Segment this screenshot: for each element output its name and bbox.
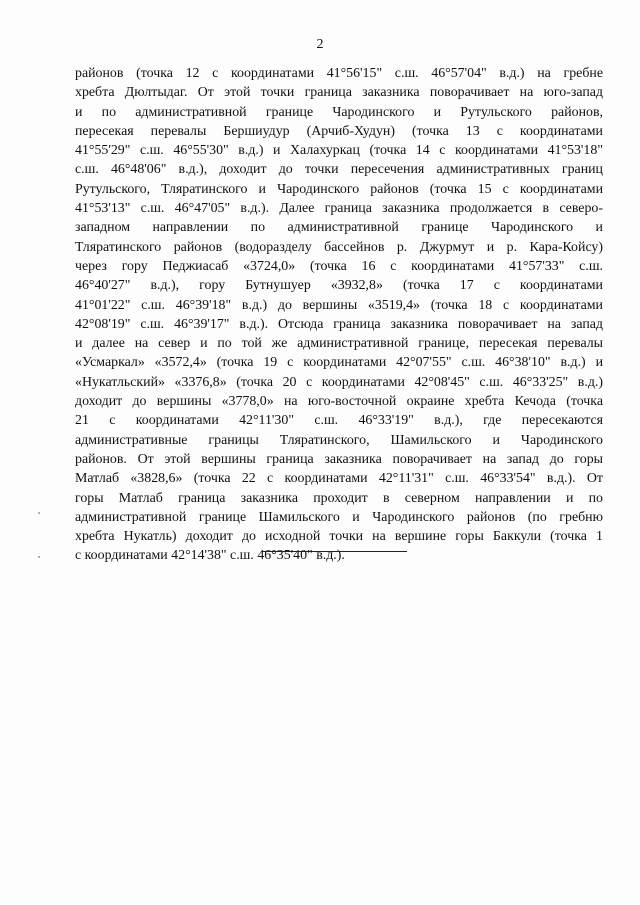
body-line: западном направлении по административной границе Чародинского и — [75, 220, 603, 236]
body-line: районов (точка 12 с координатами 41°56'15" с.ш. 46°57'04" в.д.) на гребне — [75, 66, 603, 81]
body-line: 41°01'22" с.ш. 46°39'18" в.д.) до вершины «3519,4» (точка 18 с координатами — [75, 297, 603, 313]
body-line: хребта Дюлтыдаг. От этой точки граница заказника поворачивает на юго-запад — [75, 85, 603, 101]
body-line: 42°08'19" с.ш. 46°39'17" в.д.). Отсюда граница заказника поворачивает на запад — [75, 316, 603, 332]
separator-line — [262, 551, 407, 552]
body-line: Матлаб «3828,6» (точка 22 с координатами 42°11'31" с.ш. 46°33'54" в.д.). От — [75, 471, 603, 487]
scan-speck — [38, 556, 40, 558]
body-line: горы Матлаб граница заказника проходит в северном направлении и по — [75, 490, 603, 506]
body-line: «Усмаркал» «3572,4» (точка 19 с координатами 42°07'55" с.ш. 46°38'10" в.д.) и — [75, 355, 603, 371]
body-line: Рутульского, Тляратинского и Чародинского районов (точка 15 с координатами — [75, 181, 603, 197]
scan-speck — [38, 512, 40, 514]
body-line: 46°40'27" в.д.), гору Бутнушуер «3932,8» (точка 17 с координатами — [75, 278, 603, 294]
body-line: хребта Нукатль) доходит до исходной точки на вершине горы Баккули (точка 1 — [75, 529, 603, 545]
body-text — [75, 64, 603, 566]
body-line: 41°55'29" с.ш. 46°55'30" в.д.) и Халахуркац (точка 14 с координатами 41°53'18" — [75, 143, 603, 159]
body-line: и далее на север и по той же административной границе, пересекая перевалы — [75, 336, 603, 352]
body-line: через гору Педжиасаб «3724,0» (точка 16 с координатами 41°57'33" с.ш. — [75, 258, 603, 274]
page-number: 2 — [316, 37, 324, 52]
body-line: административной границе Шамильского и Чародинского районов (по гребню — [75, 509, 603, 525]
body-line: и по административной границе Чародинского и Рутульского районов, — [75, 104, 603, 120]
body-line: Тляратинского районов (водоразделу бассейнов р. Джурмут и р. Кара-Койсу) — [75, 239, 603, 255]
body-line: с.ш. 46°48'06" в.д.), доходит до точки пересечения административных границ — [75, 162, 603, 178]
body-line: «Нукатльский» «3376,8» (точка 20 с координатами 42°08'45" с.ш. 46°33'25" в.д.) — [75, 374, 603, 390]
body-line: пересекая перевалы Бершиудур (Арчиб-Худун) (точка 13 с координатами — [75, 123, 603, 139]
body-line: 41°53'13" с.ш. 46°47'05" в.д.). Далее граница заказника продолжается в северо- — [75, 201, 603, 217]
body-line: районов. От этой вершины граница заказника поворачивает на запад до горы — [75, 451, 603, 467]
body-line: административные границы Тляратинского, Шамильского и Чародинского — [75, 432, 603, 448]
body-line: доходит до вершины «3778,0» на юго-восточной окраине хребта Кечода (точка — [75, 394, 603, 410]
body-line: 21 с координатами 42°11'30" с.ш. 46°33'19" в.д.), где пересекаются — [75, 413, 603, 429]
body-line: с координатами 42°14'38" с.ш. 46°35'40" в.д.). — [75, 548, 345, 564]
